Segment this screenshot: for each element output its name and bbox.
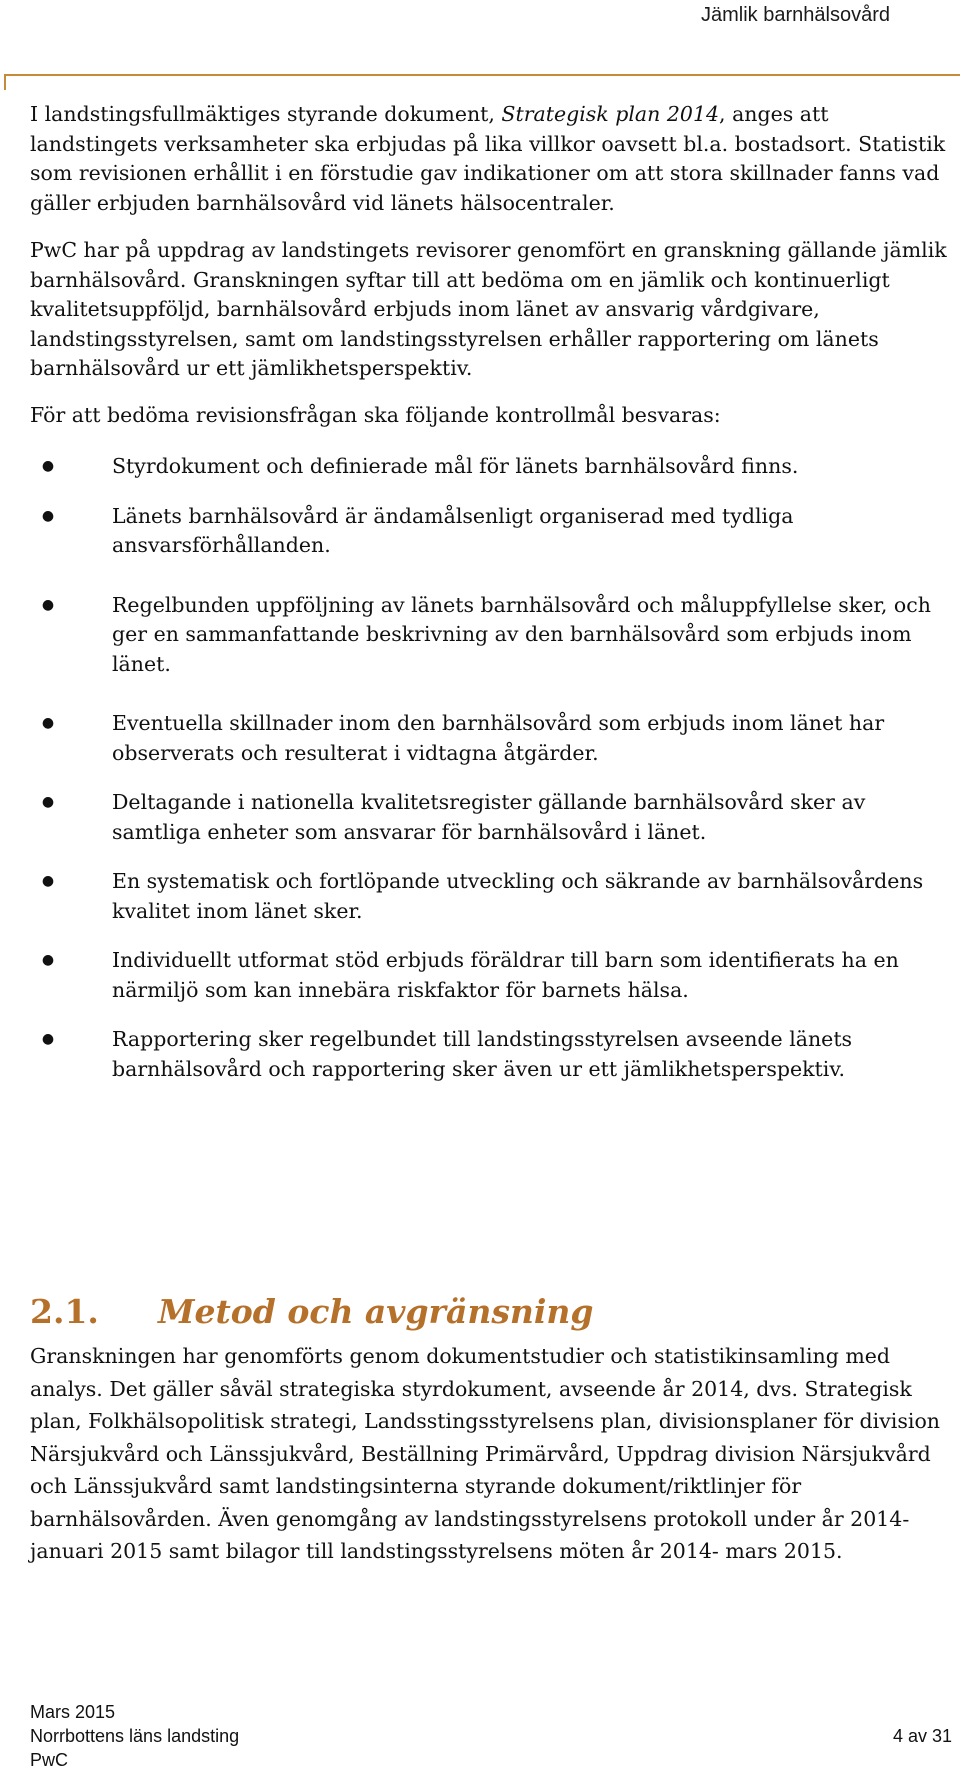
running-header-title: Jämlik barnhälsovård bbox=[701, 4, 890, 26]
bullet-icon: ● bbox=[41, 952, 55, 968]
list-item bbox=[30, 946, 950, 1005]
page-number: 4 av 31 bbox=[892, 1726, 952, 1746]
list-item-text: Länets barnhälsovård är ändamålsenligt organiserad med tydliga ansvarsförhållanden. bbox=[112, 503, 794, 557]
list-item bbox=[30, 709, 950, 768]
main-content bbox=[30, 100, 950, 1104]
list-item bbox=[30, 788, 950, 847]
list-item-text: En systematisk och fortlöpande utveckling och säkrande av barnhälsovårdens kvalitet inom länet sker. bbox=[112, 869, 924, 923]
list-item-text: Rapportering sker regelbundet till landstingsstyrelsen avseende länets barnhälsovård och rapportering sker även ur ett jämlikhetsperspektiv. bbox=[112, 1027, 853, 1081]
list-item bbox=[30, 1025, 950, 1084]
bullet-icon: ● bbox=[41, 458, 55, 474]
list-item bbox=[30, 867, 950, 926]
page-footer bbox=[30, 1700, 950, 1772]
list-item bbox=[30, 502, 950, 561]
list-item-text: Eventuella skillnader inom den barnhälsovård som erbjuds inom länet har observerats och resulterat i vidtagna åtgärder. bbox=[112, 711, 885, 765]
intro-paragraph-1 bbox=[30, 100, 950, 218]
bullet-icon: ● bbox=[41, 507, 55, 524]
bullet-icon: ● bbox=[41, 794, 55, 810]
section-title: Metod och avgränsning bbox=[158, 1292, 594, 1331]
footer-organization: Norrbottens läns landsting bbox=[30, 1726, 240, 1746]
footer-company: PwC bbox=[30, 1750, 69, 1770]
method-paragraph: Granskningen har genomförts genom dokumentstudier och statistikinsamling med analys. Det gäller såväl strategiska styrdokument, avseende år 2014, dvs. Strategisk plan, Folkhälsopolitisk strategi, Landsstingsstyrelsens plan, divisionsplaner för division Närsjukvård och Länssjukvård, Beställning Primärvård, Uppdrag division Närsjukvård och Länssjukvård samt landstingsinterna styrande dokument/riktlinjer för barnhälsovården. Även genomgång av landstingsstyrelsens protokoll under år 2014- januari 2015 samt bilagor till landstingsstyrelsens möten år 2014- mars 2015. bbox=[30, 1344, 940, 1563]
list-item-text: Individuellt utformat stöd erbjuds föräldrar till barn som identifierats ha en närmiljö som kan innebära riskfaktor för barnets hälsa. bbox=[112, 948, 899, 1002]
bullet-icon: ● bbox=[41, 873, 55, 889]
list-item-text: Deltagande i nationella kvalitetsregister gällande barnhälsovård sker av samtliga enheter som ansvarar för barnhälsovård i länet. bbox=[112, 790, 866, 844]
control-objectives-list bbox=[30, 452, 950, 1084]
list-item-text: Regelbunden uppföljning av länets barnhälsovård och måluppfyllelse sker, och ger en sammanfattande beskrivning av den barnhälsovård som erbjuds inom länet. bbox=[112, 592, 931, 676]
section-number: 2.1. bbox=[30, 1292, 99, 1331]
section-heading bbox=[30, 1292, 594, 1331]
intro-paragraph-3: För att bedöma revisionsfrågan ska följande kontrollmål besvaras: bbox=[30, 402, 721, 427]
list-item bbox=[30, 452, 950, 482]
list-item-text: Styrdokument och definierade mål för länets barnhälsovård finns. bbox=[112, 454, 799, 478]
method-section-body bbox=[30, 1340, 950, 1568]
intro-p1-after: , anges att landstingets verksamheter ska erbjudas på lika villkor oavsett bl.a. bostadsort. Statistik som revisionen erhållit i en förstudie gav indikationer om att stora skillnader fanns vad gäller erbjuden barnhälsovård vid länets hälsocentraler. bbox=[30, 102, 946, 215]
footer-date: Mars 2015 bbox=[30, 1702, 116, 1722]
header-rule bbox=[4, 74, 960, 76]
document-title-reference: Strategisk plan 2014 bbox=[501, 102, 720, 126]
intro-paragraph-2: PwC har på uppdrag av landstingets revisorer genomfört en granskning gällande jämlik barnhälsovård. Granskningen syftar till att bedöma om en jämlik och kontinuerligt kvalitetsuppföljd, barnhälsovård erbjuds inom länet av ansvarig vårdgivare, landstingsstyrelsen, samt om landstingsstyrelsen erhåller rapportering om länets barnhälsovård ur ett jämlikhetsperspektiv. bbox=[30, 238, 947, 380]
header-rule-tick bbox=[4, 74, 6, 90]
bullet-icon: ● bbox=[41, 596, 55, 613]
footer-organization-line bbox=[30, 1724, 950, 1748]
bullet-icon: ● bbox=[41, 715, 55, 731]
list-item bbox=[30, 591, 950, 680]
intro-p1-before: I landstingsfullmäktiges styrande dokument, bbox=[30, 102, 502, 126]
bullet-icon: ● bbox=[41, 1031, 55, 1047]
